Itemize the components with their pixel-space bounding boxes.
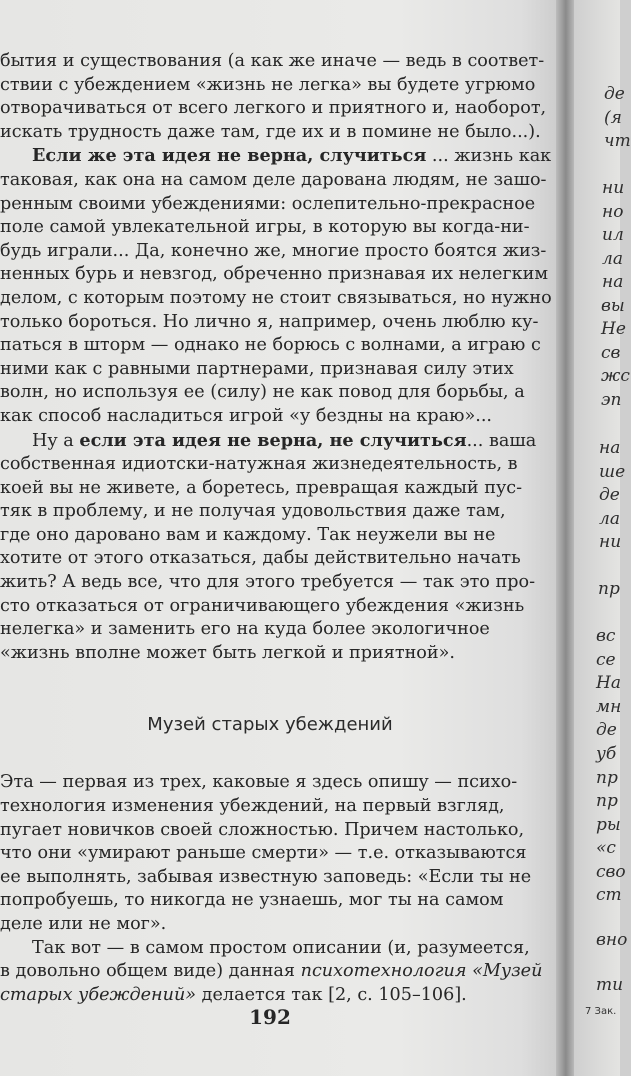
right-fragment: уб	[596, 744, 617, 764]
right-fragment: ше	[599, 462, 626, 482]
text-fragment: Ну а	[32, 430, 80, 451]
text-line: ренным своими убеждениями: ослепительно-прекрасное	[0, 193, 536, 214]
text-line: отворачиваться от всего легкого и приятного и, наоборот,	[0, 98, 547, 119]
right-fragment: мн	[596, 697, 622, 717]
text-line: нелегка» и заменить его на куда более экологичное	[0, 619, 490, 640]
right-fragment: эп	[601, 390, 622, 410]
right-fragment: ры	[596, 815, 621, 835]
text-line	[0, 429, 540, 454]
text-line: технология изменения убеждений, на первый взгляд,	[0, 796, 505, 817]
paragraph-3	[0, 429, 540, 666]
text-line: паться в шторм — однако не борюсь с волнами, а играю с	[0, 335, 541, 356]
bold-phrase: Если же эта идея не верна, случиться	[32, 145, 427, 167]
text-line	[0, 144, 552, 169]
text-fragment: в довольно общем виде) данная	[0, 961, 301, 982]
right-fragment: ла	[602, 249, 623, 269]
page-number: 192	[249, 1005, 291, 1029]
right-fragment: де	[604, 84, 625, 104]
paragraph-2	[0, 144, 552, 428]
italic-phrase: старых убеждений»	[0, 984, 197, 1005]
page-content	[0, 50, 552, 1007]
right-fragment: ил	[602, 225, 624, 245]
text-line: бытия и существования (а как же иначе — ведь в соответ-	[0, 51, 545, 71]
text-line: только бороться. Но лично я, например, очень люблю ку-	[0, 311, 539, 332]
bold-phrase: если эта идея не верна, не случиться	[79, 429, 467, 451]
text-line: искать трудность даже там, где их и в помине не было...).	[0, 121, 541, 142]
text-line: таковая, как она на самом деле дарована людям, не зашо-	[0, 169, 547, 190]
text-line: хотите от этого отказаться, дабы действительно начать	[0, 548, 521, 569]
right-fragment: жс	[601, 366, 630, 386]
right-fragment: ти	[596, 975, 624, 995]
text-line: жить? А ведь все, что для этого требуется — так это про-	[0, 572, 536, 593]
right-fragment: де	[599, 485, 620, 505]
text-line: поле самой увлекательной игры, в которую вы когда-ни-	[0, 217, 530, 238]
text-line	[0, 960, 543, 984]
text-line: попробуешь, то никогда не узнаешь, мог ты на самом	[0, 890, 504, 911]
text-line: Эта — первая из трех, каковые я здесь опишу — психо-	[0, 772, 518, 793]
paragraph-4	[0, 771, 540, 936]
right-fragment: пр	[598, 579, 620, 599]
right-fragment: ни	[599, 532, 622, 552]
right-fragment: На	[596, 673, 621, 693]
text-fragment: ... жизнь как	[426, 146, 552, 167]
right-fragment: Не	[601, 319, 626, 339]
text-line: собственная идиотски-натужная жизнедеятельность, в	[0, 454, 518, 475]
signature-mark: 7 Зак.	[585, 1006, 617, 1017]
paragraph-5	[0, 937, 543, 1008]
right-fragment: но	[602, 202, 624, 222]
right-fragment: вс	[596, 626, 616, 646]
text-fragment: делается так [2, с. 105–106].	[196, 984, 467, 1005]
right-fragment: вы	[601, 296, 625, 316]
right-fragment: вно	[596, 930, 628, 950]
right-fragment: на	[599, 438, 621, 458]
text-line: ними как с равными партнерами, признавая силу этих	[0, 358, 514, 379]
right-fragment: на	[602, 272, 624, 292]
section-heading: Музей старых убеждений	[147, 714, 393, 736]
right-fragment: св	[601, 343, 621, 363]
text-line: что они «умирают раньше смерти» — т.е. отказываются	[0, 843, 527, 864]
text-line	[0, 984, 540, 1008]
right-fragment: пр	[596, 768, 618, 788]
text-line: будь играли... Да, конечно же, многие просто боятся жиз-	[0, 240, 547, 261]
paragraph-1	[0, 50, 547, 144]
right-fragment: ст	[596, 885, 622, 905]
right-fragment: де	[596, 720, 617, 740]
text-line: тяк в проблему, и не получая удовольствия даже там,	[0, 501, 506, 522]
text-line: волн, но используя ее (силу) не как повод для борьбы, а	[0, 382, 525, 403]
text-fragment: ... ваша	[466, 430, 537, 451]
text-line: где оно даровано вам и каждому. Так неужели вы не	[0, 524, 496, 545]
text-line: сто отказаться от ограничивающего убеждения «жизнь	[0, 595, 525, 616]
right-fragment: чт	[604, 131, 631, 151]
text-line: деле или не мог».	[0, 914, 167, 934]
text-line: «жизнь вполне может быть легкой и приятной».	[0, 642, 455, 663]
italic-phrase: психотехнология «Музей	[300, 961, 543, 982]
right-fragment: се	[596, 650, 616, 670]
text-line: коей вы не живете, а боретесь, превращая каждый пус-	[0, 477, 523, 498]
right-page-edge	[574, 0, 631, 1076]
right-fragment: сво	[596, 862, 626, 882]
text-line: ствии с убеждением «жизнь не легка» вы будете угрюмо	[0, 74, 536, 95]
text-line: Так вот — в самом простом описании (и, разумеется,	[32, 937, 530, 958]
text-line: пугает новичков своей сложностью. Причем настолько,	[0, 819, 525, 840]
right-fragment: пр	[596, 791, 618, 811]
right-fragment: ни	[602, 178, 625, 198]
text-line: ненных бурь и невзгод, обреченно признавая их нелегким	[0, 264, 549, 285]
right-fragment: «с	[596, 838, 616, 858]
text-line: как способ насладиться игрой «у бездны на краю»...	[0, 405, 493, 426]
right-fragment: ла	[599, 509, 620, 529]
book-gutter	[556, 0, 574, 1076]
text-line: ее выполнять, забывая известную заповедь: «Если ты не	[0, 866, 532, 887]
text-line: делом, с которым поэтому не стоит связываться, но нужно	[0, 287, 552, 308]
right-fragment: (я	[604, 108, 622, 128]
